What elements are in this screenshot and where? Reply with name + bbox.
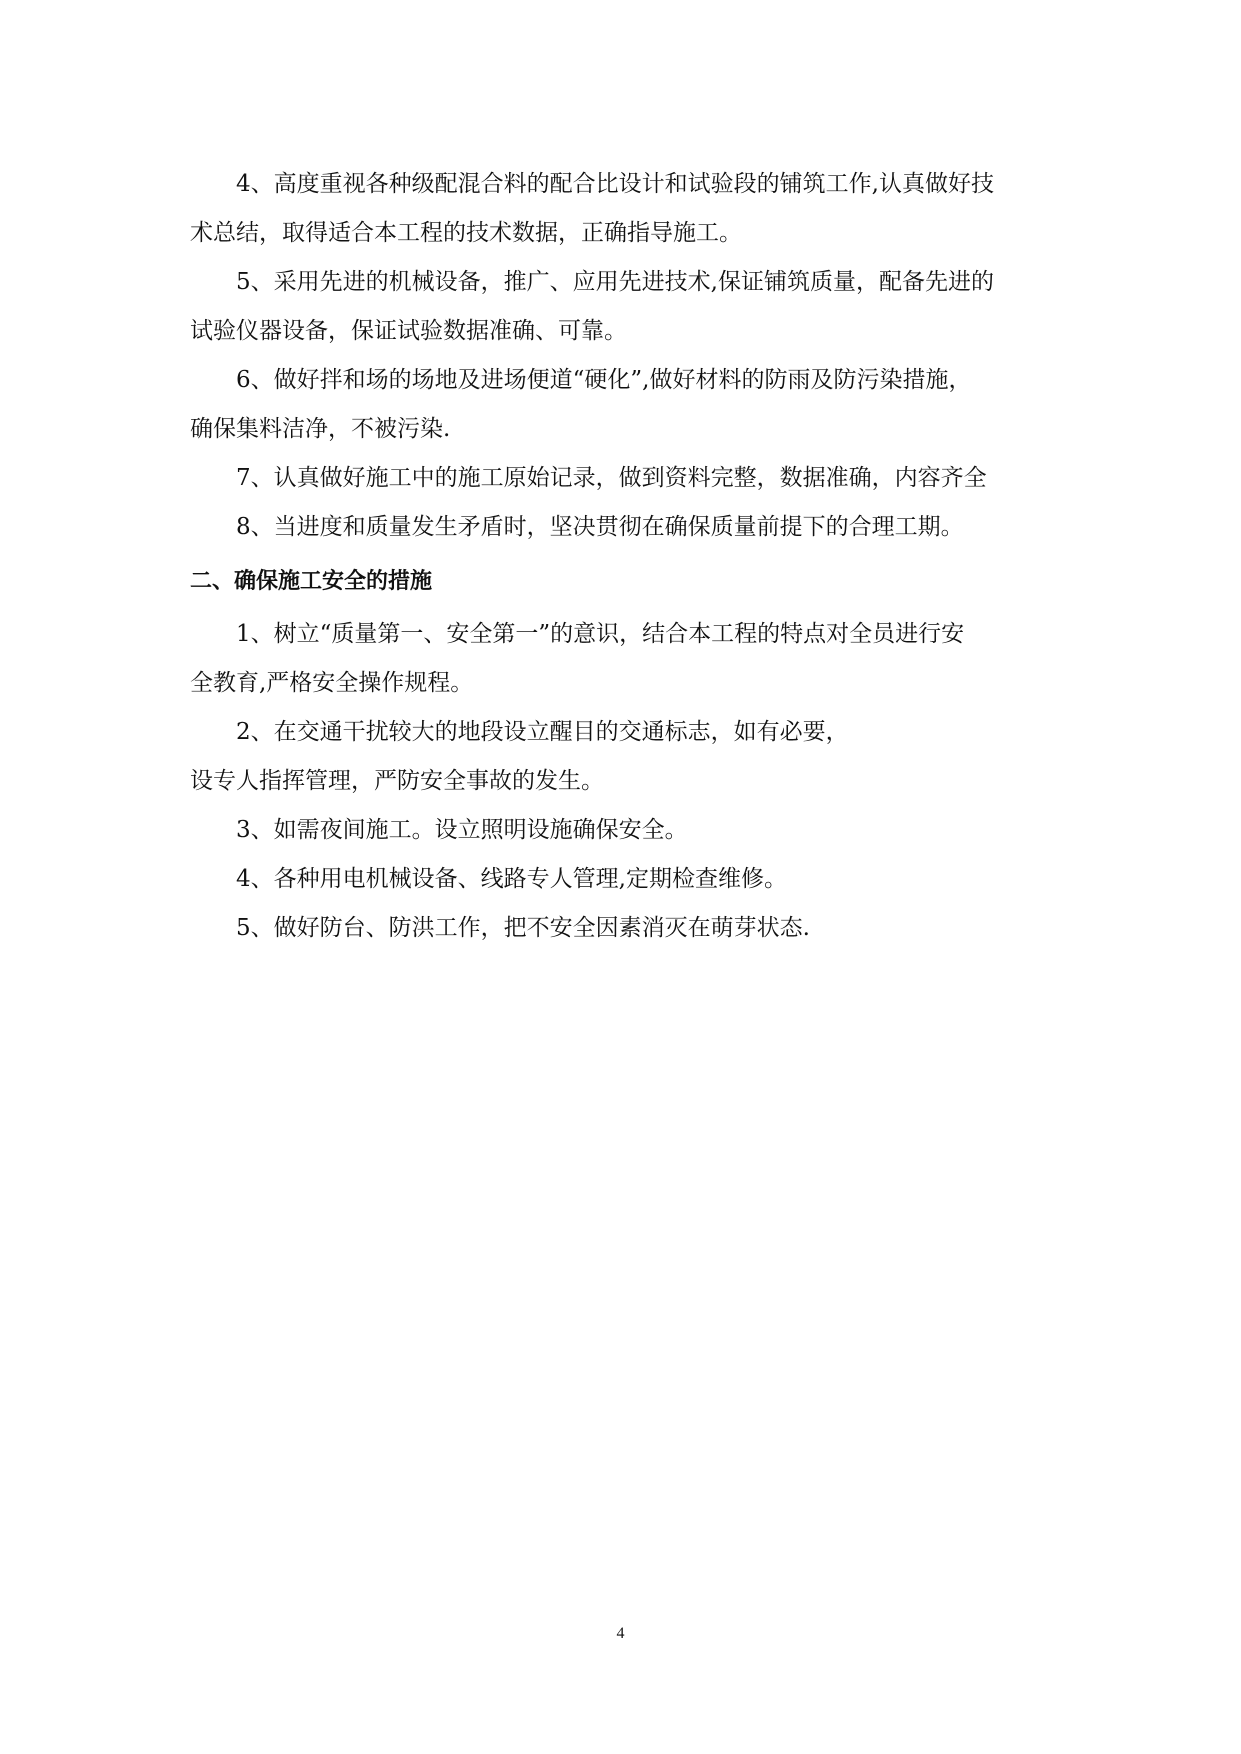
page-number: 4	[616, 1625, 625, 1642]
paragraph-line: 4、高度重视各种级配混合料的配合比设计和试验段的铺筑工作,认真做好技	[236, 171, 994, 197]
paragraph-line: 3、如需夜间施工。设立照明设施确保安全。	[236, 817, 688, 843]
paragraph	[190, 356, 1052, 454]
paragraph-line: 6、做好拌和场的场地及进场便道“硬化”,做好材料的防雨及防污染措施，	[236, 367, 972, 393]
paragraph	[190, 806, 1052, 855]
paragraph	[190, 708, 1052, 806]
paragraph-line: 设专人指挥管理，严防安全事故的发生。	[190, 768, 604, 794]
paragraph-line: 8、当进度和质量发生矛盾时，坚决贯彻在确保质量前提下的合理工期。	[236, 514, 964, 540]
paragraph	[190, 258, 1052, 356]
paragraph-line: 1、树立“质量第一、安全第一”的意识，结合本工程的特点对全员进行安	[236, 621, 965, 647]
paragraph-line: 5、做好防台、防洪工作，把不安全因素消灭在萌芽状态.	[236, 915, 810, 941]
paragraph	[190, 454, 1052, 503]
paragraph-line: 2、在交通干扰较大的地段设立醒目的交通标志，如有必要，	[236, 719, 849, 745]
paragraph-line: 4、各种用电机械设备、线路专人管理,定期检查维修。	[236, 866, 787, 892]
paragraph	[190, 503, 1052, 552]
paragraph-line: 术总结，取得适合本工程的技术数据，正确指导施工。	[190, 220, 742, 246]
paragraph-line: 全教育,严格安全操作规程。	[190, 670, 474, 696]
paragraph	[190, 160, 1052, 258]
paragraph-line: 7、认真做好施工中的施工原始记录，做到资料完整，数据准确，内容齐全	[236, 465, 987, 491]
paragraph-line: 确保集料洁净，不被污染.	[190, 416, 451, 442]
paragraph	[190, 610, 1052, 708]
paragraph	[190, 855, 1052, 904]
paragraph-line: 5、采用先进的机械设备，推广、应用先进技术,保证铺筑质量，配备先进的	[236, 269, 994, 295]
paragraph-line: 试验仪器设备，保证试验数据准确、可靠。	[190, 318, 627, 344]
paragraph	[190, 904, 1052, 953]
page-content	[190, 160, 1052, 953]
section-heading: 二、确保施工安全的措施	[190, 569, 433, 594]
